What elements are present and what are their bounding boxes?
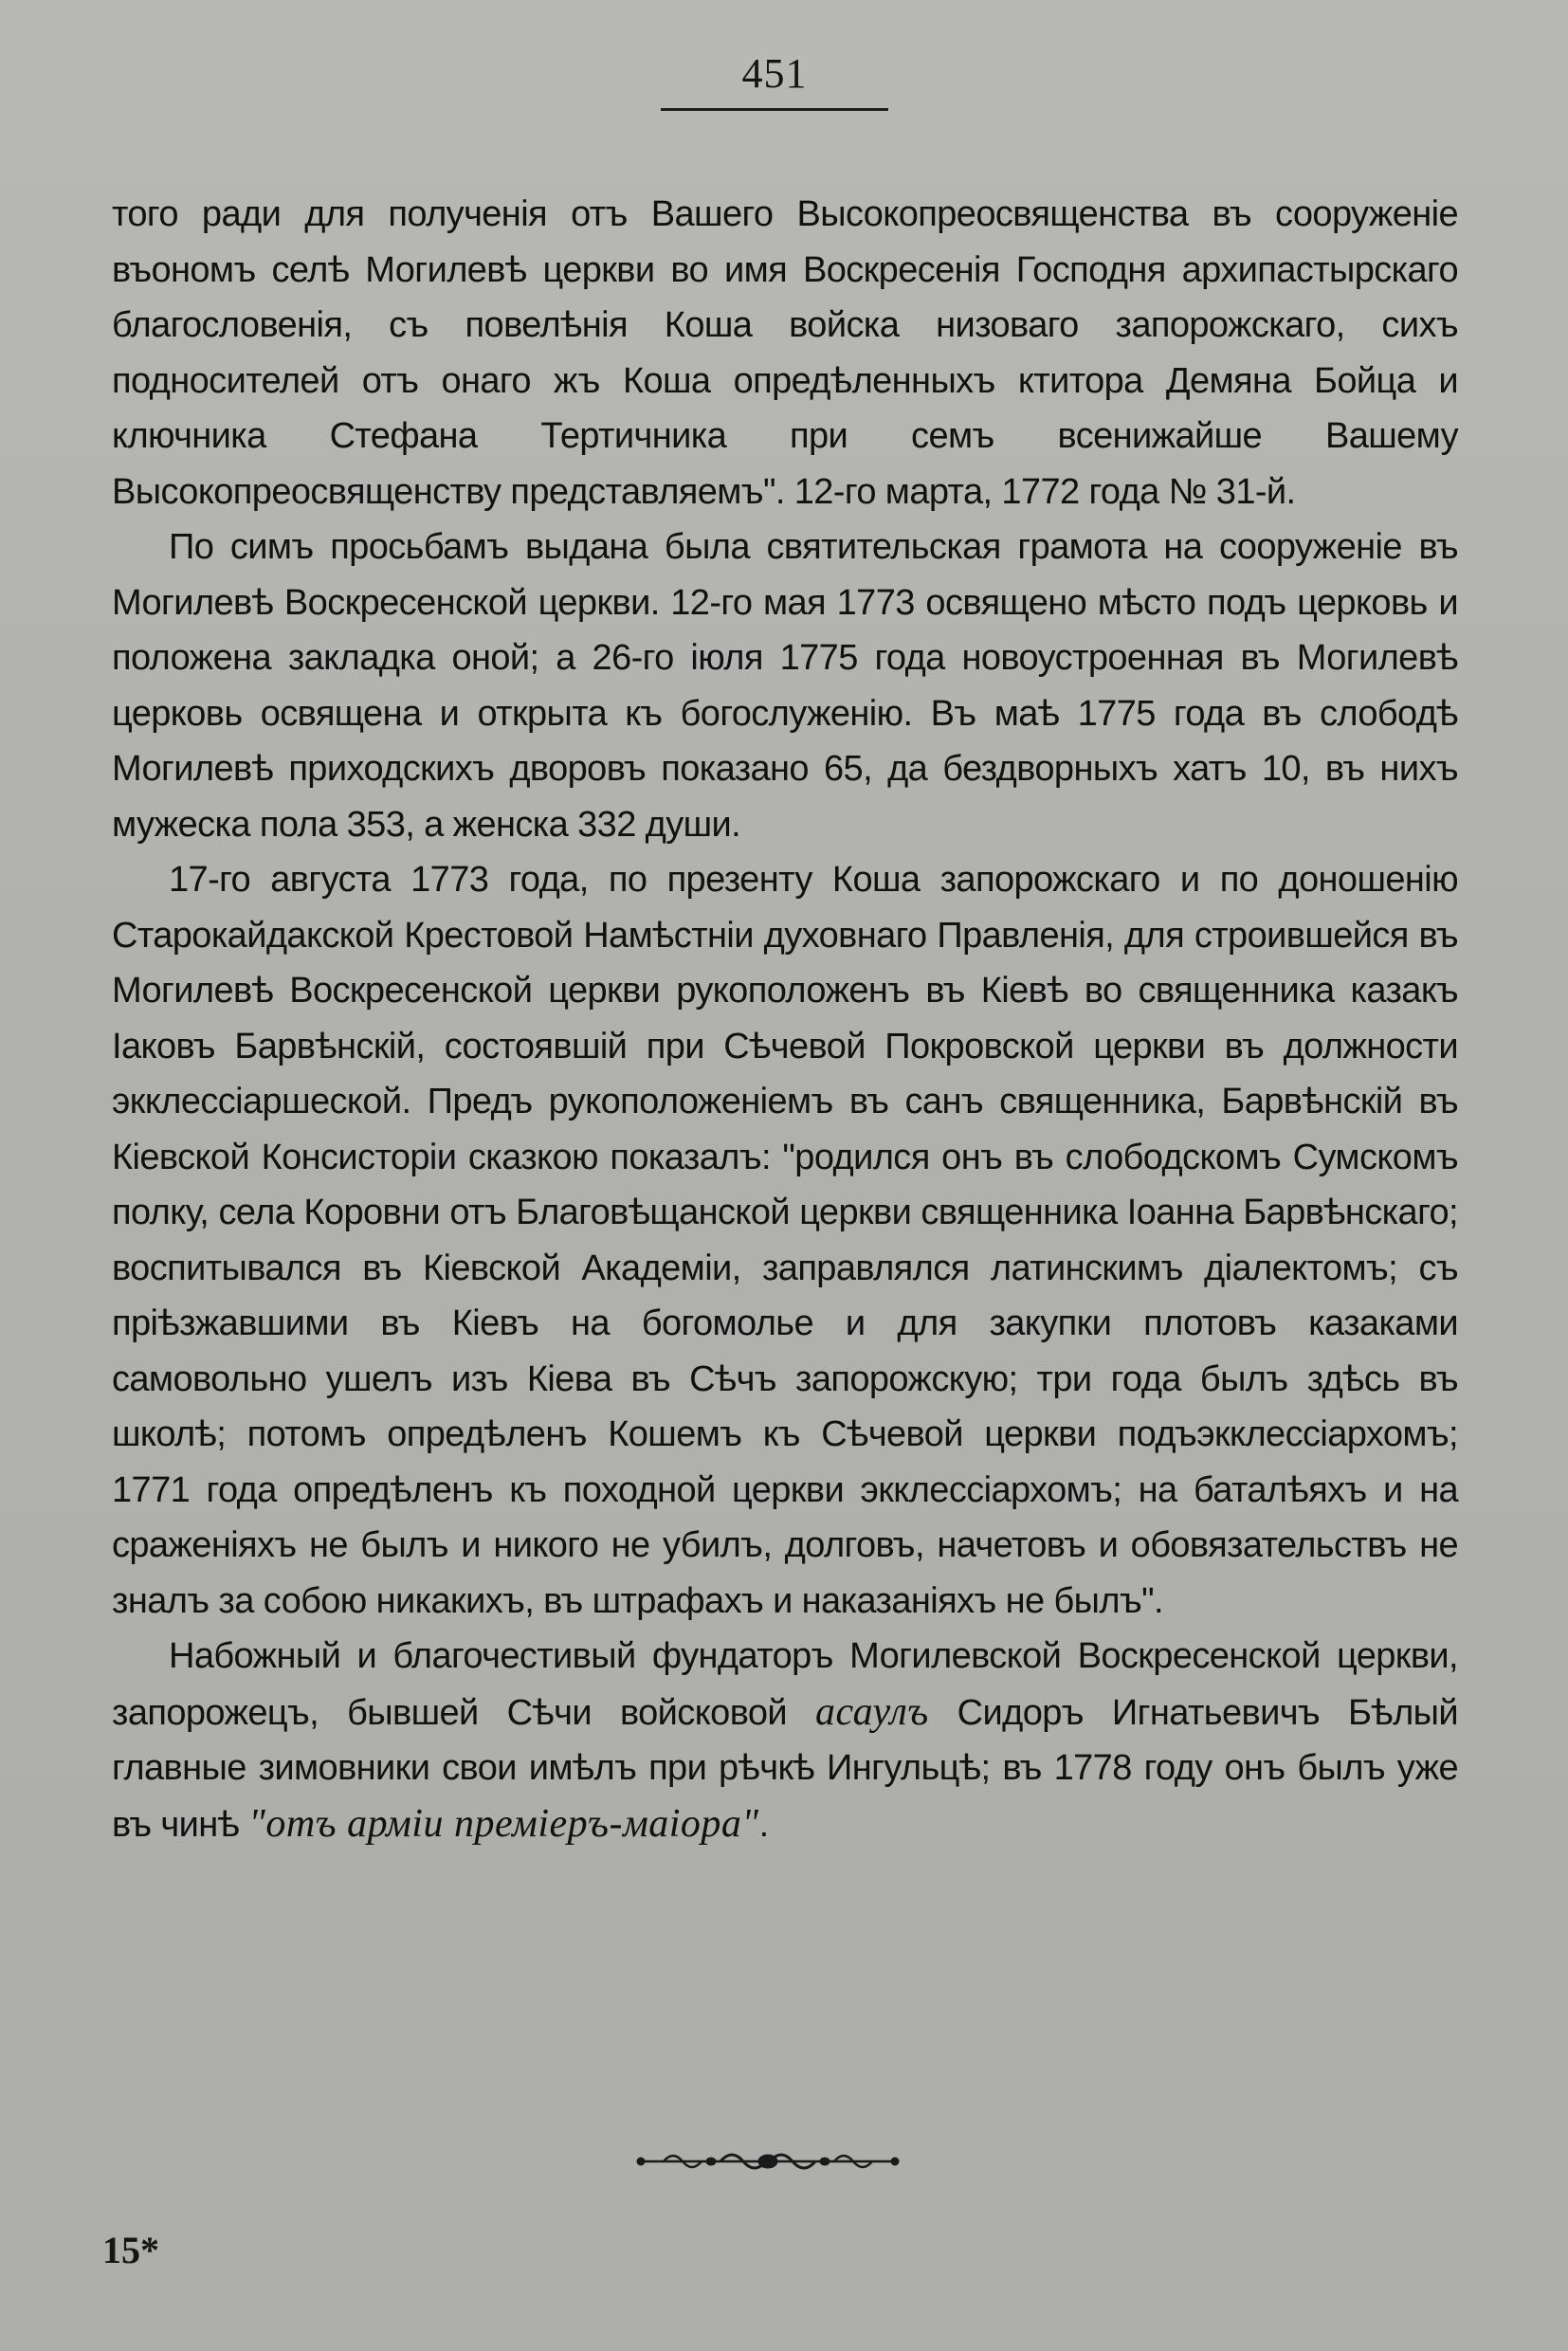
signature-mark: 15*: [102, 2229, 159, 2271]
body-text: [112, 187, 1458, 1852]
italic-rank-quote: "отъ арміи преміеръ-маіора": [248, 1801, 759, 1846]
paragraph-4-text-middle: Сидоръ Игнатьевичъ Бѣлый главные зимовники свои имѣлъ при рѣчкѣ Ингульцѣ; въ 1778 году онъ былъ уже въ чинѣ: [112, 1692, 1458, 1845]
paragraph-2: По симъ просьбамъ выдана была святительская грамота на сооруженіе въ Могилевѣ Воскресенской церкви. 12-го мая 1773 освящено мѣсто подъ церковь и положена закладка оной; а 26-го іюля 1775 года новоустроенная въ Могилевѣ церковь освящена и открыта къ богослуженію. Въ маѣ 1775 года въ слободѣ Могилевѣ приходскихъ дворовъ показано 65, да бездворныхъ хатъ 10, въ нихъ мужеска пола 353, а женска 332 души.: [112, 527, 1458, 845]
page-number-rule: [661, 108, 888, 111]
paragraph-4: [112, 1629, 1458, 1852]
decorative-tailpiece-icon: [635, 2144, 901, 2178]
paragraph-1: того ради для полученія отъ Вашего Высокопреосвященства въ сооруженіе въономъ селѣ Могилевѣ церкви во имя Воскресенія Господня архипастырскаго благословенія, съ повелѣнія Коша войска низоваго запорожскаго, сихъ подносителей отъ онаго жъ Коша опредѣленныхъ ктитора Демяна Бойца и ключника Стефана Тертичника при семъ всенижайше Вашему Высокопреосвященству представляемъ". 12-го марта, 1772 года № 31-й.: [112, 194, 1458, 512]
page-number: 451: [741, 50, 808, 97]
italic-asaul: асаулъ: [815, 1689, 929, 1734]
paragraph-4-text-before: Набожный и благочестивый фундаторъ Могилевской Воскресенской церкви, запорожецъ, бывшей Сѣчи войсковой: [112, 1636, 1458, 1733]
paragraph-3: 17-го августа 1773 года, по презенту Коша запорожскаго и по доношенію Старокайдакской Крестовой Намѣстніи духовнаго Правленія, для строившейся въ Могилевѣ Воскресенской церкви рукоположенъ въ Кіевѣ во священника казакъ Іаковъ Барвѣнскій, состоявшій при Сѣчевой Покровской церкви въ должности экклессіаршеской. Предъ рукоположеніемъ въ санъ священника, Барвѣнскій въ Кіевской Консисторіи сказкою показалъ: "родился онъ въ слободскомъ Сумскомъ полку, села Коровни отъ Благовѣщанской церкви священника Іоанна Барвѣнскаго; воспитывался въ Кіевской Академіи, заправлялся латинскимъ діалектомъ; съ пріѣзжавшими въ Кіевъ на богомолье и для закупки плотовъ казаками самовольно ушелъ изъ Кіева въ Сѣчъ запорожскую; три года былъ здѣсь въ школѣ; потомъ опредѣленъ Кошемъ къ Сѣчевой церкви подъэкклессіархомъ; 1771 года опредѣленъ къ походной церкви экклессіархомъ; на баталѣяхъ и на сраженіяхъ не былъ и никого не убилъ, долговъ, начетовъ и обовязательствъ не зналъ за собою никакихъ, въ штрафахъ и наказаніяхъ не былъ".: [112, 860, 1458, 1621]
paragraph-4-text-after: .: [758, 1804, 769, 1845]
